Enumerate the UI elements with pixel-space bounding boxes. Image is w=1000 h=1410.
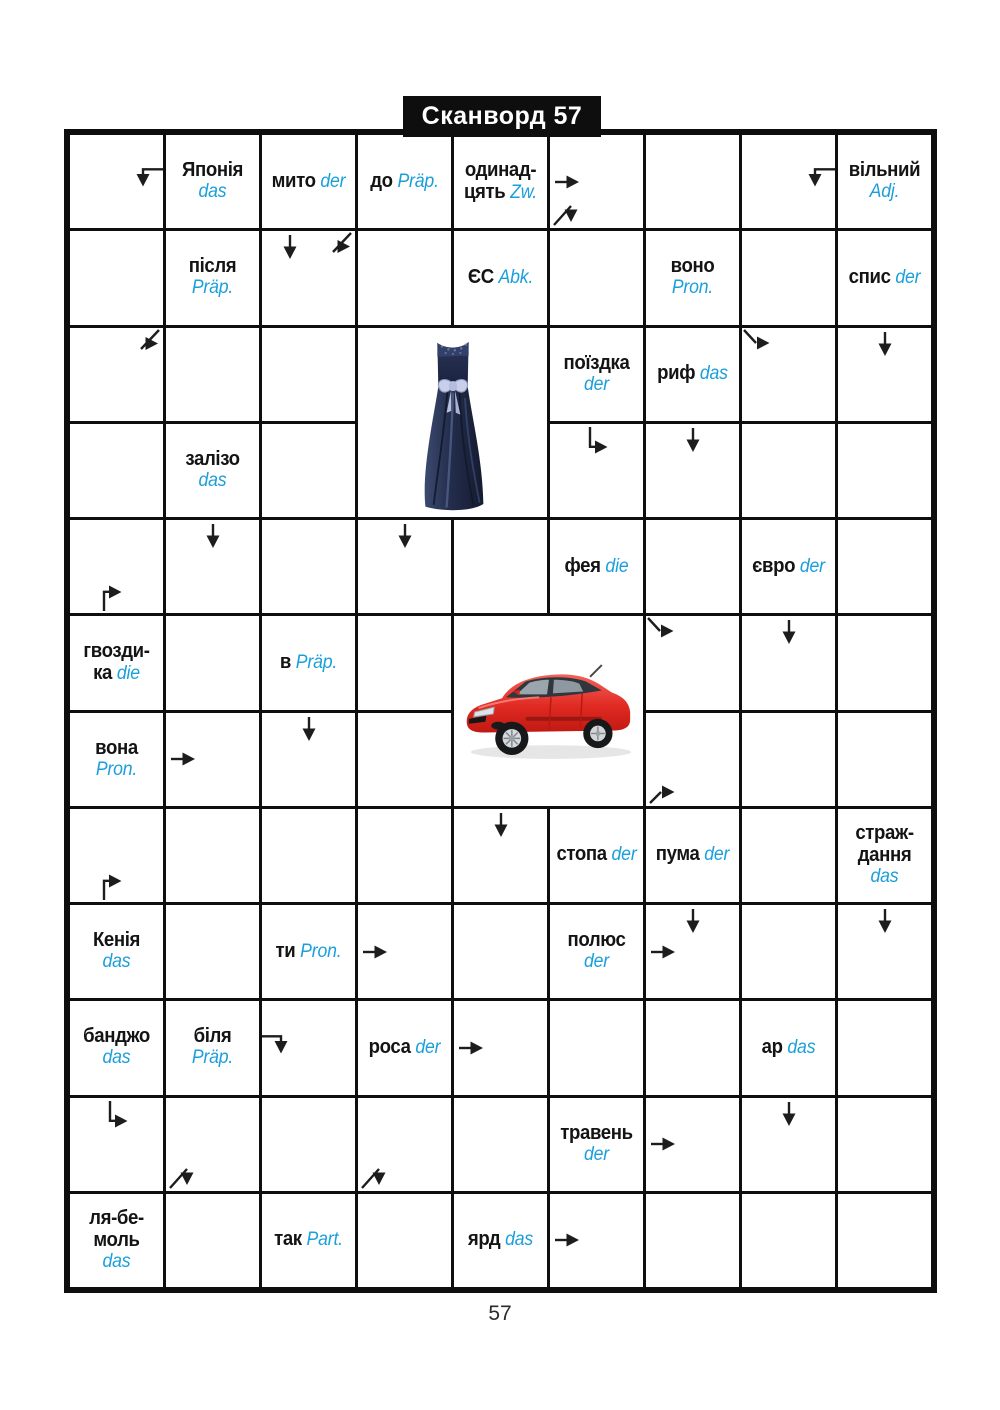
clue-text: ар das bbox=[761, 1035, 816, 1058]
clue-cell-r2c9 bbox=[838, 231, 931, 324]
answer-cell-r7c4[interactable] bbox=[358, 713, 451, 806]
puzzle-title: Сканворд 57 bbox=[403, 96, 601, 137]
clue-text: стопа der bbox=[556, 843, 637, 866]
answer-cell-r2c3[interactable] bbox=[262, 231, 355, 324]
answer-cell-r6c4[interactable] bbox=[358, 616, 451, 709]
answer-cell-r8c8[interactable] bbox=[742, 809, 835, 902]
clue-cell-r9c6 bbox=[550, 905, 643, 998]
clue-cell-r9c3 bbox=[262, 905, 355, 998]
answer-cell-r5c2[interactable] bbox=[166, 520, 259, 613]
clue-text: ля-бе- моль das bbox=[89, 1206, 144, 1272]
answer-cell-r6c8[interactable] bbox=[742, 616, 835, 709]
arrow-turn-down-from-right-icon bbox=[801, 163, 835, 190]
answer-cell-r3c9[interactable] bbox=[838, 328, 931, 421]
answer-cell-r11c8[interactable] bbox=[742, 1098, 835, 1191]
arrow-turn-right-from-bottom-icon bbox=[96, 871, 126, 900]
clue-text: гвозди- ка die bbox=[83, 639, 150, 684]
clue-text: воно Pron. bbox=[670, 255, 715, 299]
clue-cell-r6c1 bbox=[70, 616, 163, 709]
clue-text: фея die bbox=[564, 554, 629, 577]
clue-cell-r10c1 bbox=[70, 1001, 163, 1094]
clue-cell-r3c7 bbox=[646, 328, 739, 421]
clue-cell-r8c9 bbox=[838, 809, 931, 902]
image-cell-car-image bbox=[454, 616, 643, 806]
clue-text: євро der bbox=[752, 554, 825, 577]
arrow-right-icon bbox=[170, 749, 197, 769]
clue-text: страж- дання das bbox=[855, 821, 914, 887]
clue-text: травень der bbox=[560, 1121, 633, 1165]
answer-cell-r11c9[interactable] bbox=[838, 1098, 931, 1191]
answer-cell-r5c3[interactable] bbox=[262, 520, 355, 613]
arrow-right-icon bbox=[650, 1134, 677, 1154]
clue-text: поїздка der bbox=[563, 351, 630, 395]
clue-cell-r5c6 bbox=[550, 520, 643, 613]
arrow-diag-ur-down-icon bbox=[168, 1161, 194, 1190]
clue-cell-r1c9 bbox=[838, 135, 931, 228]
arrow-down-icon bbox=[491, 812, 511, 839]
answer-cell-r5c5[interactable] bbox=[454, 520, 547, 613]
answer-cell-r4c8[interactable] bbox=[742, 424, 835, 517]
clue-cell-r6c3 bbox=[262, 616, 355, 709]
answer-cell-r10c6[interactable] bbox=[550, 1001, 643, 1094]
arrow-diag-dl-right-icon bbox=[134, 329, 161, 353]
arrow-right-icon bbox=[554, 172, 581, 192]
clue-cell-r10c2 bbox=[166, 1001, 259, 1094]
clue-text: так Part. bbox=[274, 1228, 343, 1251]
answer-cell-r7c8[interactable] bbox=[742, 713, 835, 806]
answer-cell-r9c9[interactable] bbox=[838, 905, 931, 998]
arrow-right-icon bbox=[362, 942, 389, 962]
answer-cell-r11c3[interactable] bbox=[262, 1098, 355, 1191]
answer-cell-r4c9[interactable] bbox=[838, 424, 931, 517]
answer-cell-r5c7[interactable] bbox=[646, 520, 739, 613]
arrow-turn-right-from-bottom-icon bbox=[96, 582, 126, 611]
clue-text: після Präp. bbox=[188, 255, 237, 299]
answer-cell-r9c8[interactable] bbox=[742, 905, 835, 998]
clue-cell-r12c3 bbox=[262, 1194, 355, 1287]
arrow-down-icon bbox=[683, 908, 703, 935]
answer-cell-r12c9[interactable] bbox=[838, 1194, 931, 1287]
answer-cell-r6c2[interactable] bbox=[166, 616, 259, 709]
answer-cell-r3c1[interactable] bbox=[70, 328, 163, 421]
answer-cell-r1c7[interactable] bbox=[646, 135, 739, 228]
answer-cell-r11c1[interactable] bbox=[70, 1098, 163, 1191]
scanword-grid bbox=[64, 129, 937, 1293]
clue-cell-r5c8 bbox=[742, 520, 835, 613]
clue-cell-r1c2 bbox=[166, 135, 259, 228]
clue-cell-r2c7 bbox=[646, 231, 739, 324]
answer-cell-r2c8[interactable] bbox=[742, 231, 835, 324]
clue-cell-r8c6 bbox=[550, 809, 643, 902]
answer-cell-r9c4[interactable] bbox=[358, 905, 451, 998]
answer-cell-r4c6[interactable] bbox=[550, 424, 643, 517]
answer-cell-r7c9[interactable] bbox=[838, 713, 931, 806]
clue-cell-r11c6 bbox=[550, 1098, 643, 1191]
clue-cell-r8c7 bbox=[646, 809, 739, 902]
clue-cell-r4c2 bbox=[166, 424, 259, 517]
clue-text: банджо das bbox=[83, 1025, 150, 1069]
arrow-down-icon bbox=[395, 523, 415, 550]
arrow-diag-dl-right-icon bbox=[326, 232, 353, 256]
arrow-down-icon bbox=[683, 427, 703, 454]
clue-cell-r9c1 bbox=[70, 905, 163, 998]
answer-cell-r9c2[interactable] bbox=[166, 905, 259, 998]
clue-cell-r10c8 bbox=[742, 1001, 835, 1094]
car-image bbox=[454, 616, 643, 806]
answer-cell-r3c8[interactable] bbox=[742, 328, 835, 421]
answer-cell-r7c2[interactable] bbox=[166, 713, 259, 806]
clue-text: Кенія das bbox=[92, 929, 141, 973]
arrow-down-icon bbox=[875, 331, 895, 358]
answer-cell-r6c9[interactable] bbox=[838, 616, 931, 709]
clue-text: ярд das bbox=[467, 1228, 534, 1251]
clue-cell-r1c3 bbox=[262, 135, 355, 228]
arrow-down-icon bbox=[779, 619, 799, 646]
clue-text: спис der bbox=[848, 265, 921, 288]
clue-text: вона Pron. bbox=[95, 736, 138, 780]
answer-cell-r10c9[interactable] bbox=[838, 1001, 931, 1094]
arrow-diag-ur-down-icon bbox=[360, 1161, 386, 1190]
clue-text: до Präp. bbox=[370, 169, 439, 192]
arrow-right-icon bbox=[458, 1038, 485, 1058]
answer-cell-r7c3[interactable] bbox=[262, 713, 355, 806]
answer-cell-r12c2[interactable] bbox=[166, 1194, 259, 1287]
clue-text: ти Pron. bbox=[275, 939, 342, 962]
arrow-turn-down-from-right-icon bbox=[129, 163, 163, 190]
arrow-diag-ur-down-icon bbox=[552, 198, 578, 227]
clue-cell-r1c5 bbox=[454, 135, 547, 228]
clue-text: мито der bbox=[271, 169, 346, 192]
arrow-down-icon bbox=[779, 1101, 799, 1128]
clue-text: біля Präp. bbox=[191, 1025, 234, 1069]
answer-cell-r11c2[interactable] bbox=[166, 1098, 259, 1191]
answer-cell-r3c3[interactable] bbox=[262, 328, 355, 421]
clue-text: Японія das bbox=[181, 159, 244, 203]
answer-cell-r4c3[interactable] bbox=[262, 424, 355, 517]
answer-cell-r10c3[interactable] bbox=[262, 1001, 355, 1094]
clue-cell-r12c5 bbox=[454, 1194, 547, 1287]
answer-cell-r8c2[interactable] bbox=[166, 809, 259, 902]
clue-text: вільний Adj. bbox=[848, 159, 921, 203]
answer-cell-r8c3[interactable] bbox=[262, 809, 355, 902]
answer-cell-r12c4[interactable] bbox=[358, 1194, 451, 1287]
answer-cell-r8c1[interactable] bbox=[70, 809, 163, 902]
dress-image bbox=[358, 328, 547, 518]
clue-text: пума der bbox=[655, 843, 730, 866]
clue-text: роса der bbox=[368, 1035, 441, 1058]
clue-cell-r10c4 bbox=[358, 1001, 451, 1094]
answer-cell-r4c7[interactable] bbox=[646, 424, 739, 517]
answer-cell-r3c2[interactable] bbox=[166, 328, 259, 421]
answer-cell-r9c5[interactable] bbox=[454, 905, 547, 998]
arrow-diag-ur-right-icon bbox=[648, 780, 677, 805]
answer-cell-r10c7[interactable] bbox=[646, 1001, 739, 1094]
clue-text: риф das bbox=[657, 362, 728, 385]
arrow-diag-dr-right-icon bbox=[743, 329, 772, 351]
clue-text: ЄС Abk. bbox=[467, 265, 534, 288]
arrow-right-icon bbox=[554, 1230, 581, 1250]
clue-cell-r3c6 bbox=[550, 328, 643, 421]
answer-cell-r11c4[interactable] bbox=[358, 1098, 451, 1191]
answer-cell-r4c1[interactable] bbox=[70, 424, 163, 517]
answer-cell-r12c6[interactable] bbox=[550, 1194, 643, 1287]
answer-cell-r6c7[interactable] bbox=[646, 616, 739, 709]
answer-cell-r11c5[interactable] bbox=[454, 1098, 547, 1191]
clue-text: полюс der bbox=[567, 929, 626, 973]
answer-cell-r1c6[interactable] bbox=[550, 135, 643, 228]
answer-cell-r5c1[interactable] bbox=[70, 520, 163, 613]
clue-cell-r2c5 bbox=[454, 231, 547, 324]
answer-cell-r1c1[interactable] bbox=[70, 135, 163, 228]
clue-cell-r7c1 bbox=[70, 713, 163, 806]
clue-cell-r1c4 bbox=[358, 135, 451, 228]
arrow-diag-dr-right-icon bbox=[647, 617, 676, 639]
answer-cell-r2c4[interactable] bbox=[358, 231, 451, 324]
answer-cell-r7c7[interactable] bbox=[646, 713, 739, 806]
arrow-down-icon bbox=[875, 908, 895, 935]
answer-cell-r5c4[interactable] bbox=[358, 520, 451, 613]
answer-cell-r11c7[interactable] bbox=[646, 1098, 739, 1191]
arrow-turn-right-from-top-icon bbox=[102, 1101, 132, 1128]
clue-cell-r12c1 bbox=[70, 1194, 163, 1287]
answer-cell-r5c9[interactable] bbox=[838, 520, 931, 613]
clue-text: в Präp. bbox=[279, 650, 338, 673]
arrow-turn-right-from-top-icon bbox=[582, 427, 612, 454]
answer-cell-r10c5[interactable] bbox=[454, 1001, 547, 1094]
arrow-down-icon bbox=[280, 234, 300, 261]
arrow-down-icon bbox=[203, 523, 223, 550]
answer-cell-r8c5[interactable] bbox=[454, 809, 547, 902]
answer-cell-r9c7[interactable] bbox=[646, 905, 739, 998]
image-cell-dress-image bbox=[358, 328, 547, 518]
answer-cell-r12c8[interactable] bbox=[742, 1194, 835, 1287]
arrow-right-icon bbox=[650, 942, 677, 962]
arrow-down-icon bbox=[299, 716, 319, 743]
clue-text: залізо das bbox=[185, 447, 240, 491]
answer-cell-r1c8[interactable] bbox=[742, 135, 835, 228]
answer-cell-r2c1[interactable] bbox=[70, 231, 163, 324]
answer-cell-r8c4[interactable] bbox=[358, 809, 451, 902]
arrow-turn-down-from-left-icon bbox=[262, 1030, 294, 1057]
page-number: 57 bbox=[488, 1302, 512, 1325]
answer-cell-r12c7[interactable] bbox=[646, 1194, 739, 1287]
answer-cell-r2c6[interactable] bbox=[550, 231, 643, 324]
clue-text: одинад- цять Zw. bbox=[463, 158, 538, 203]
clue-cell-r2c2 bbox=[166, 231, 259, 324]
